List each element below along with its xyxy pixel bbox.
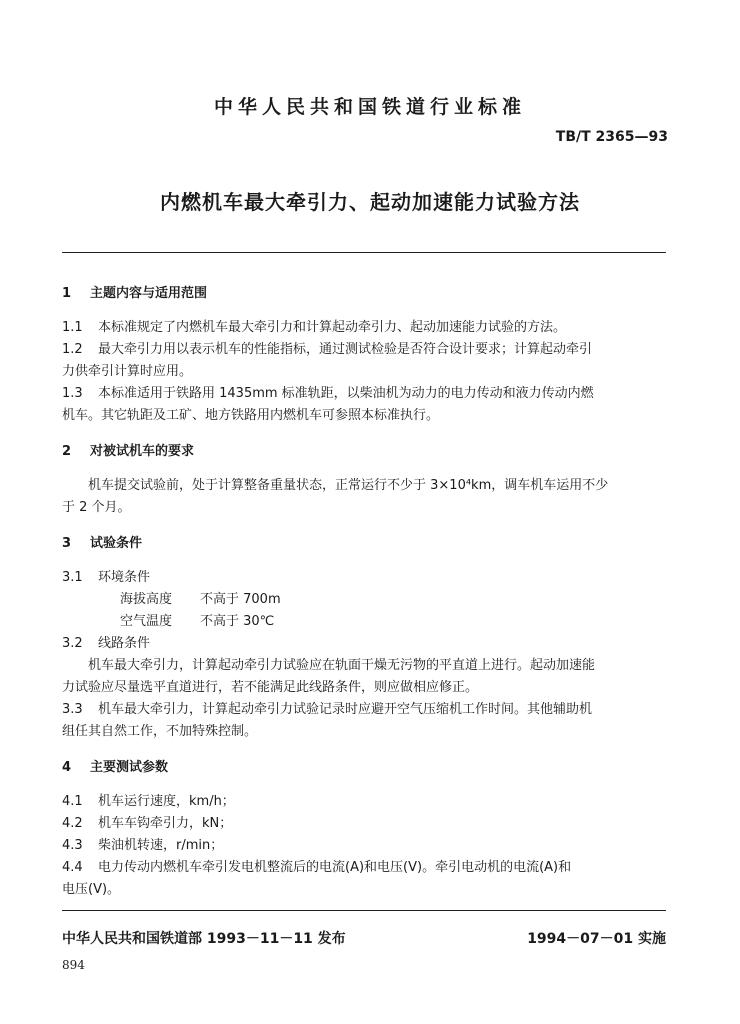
section-2-paragraph: 机车提交试验前，处于计算整备重量状态，正常运行不少于 3×10⁴km，调车机车运用不少 (88, 478, 609, 493)
clause-3-2: 3.2 线路条件 (62, 636, 151, 651)
clause-1-2: 1.2 最大牵引力用以表示机车的性能指标，通过测试检验是否符合设计要求；计算起动牵引 (62, 342, 593, 357)
clause-3-2-paragraph-cont: 力试验应尽量选平直道进行，若不能满足此线路条件，则应做相应修正。 (62, 680, 479, 695)
issue-date: 中华人民共和国铁道部 1993－11－11 发布 (62, 931, 346, 947)
header-divider (62, 252, 666, 253)
section-1-heading: 1 主题内容与适用范围 (62, 286, 208, 301)
document-title: 内燃机车最大牵引力、起动加速能力试验方法 (160, 190, 580, 214)
clause-3-2-paragraph: 机车最大牵引力，计算起动牵引力试验应在轨面干燥无污物的平直道上进行。起动加速能 (88, 658, 596, 673)
clause-3-3: 3.3 机车最大牵引力，计算起动牵引力试验记录时应避开空气压缩机工作时间。其他辅助机 (62, 702, 593, 717)
section-2-heading: 2 对被试机车的要求 (62, 444, 195, 459)
clause-4-2: 4.2 机车车钩牵引力，kN； (62, 816, 233, 831)
clause-4-4-cont: 电压(V)。 (62, 882, 121, 897)
footer-divider (62, 910, 666, 911)
page-number: 894 (62, 958, 85, 972)
clause-4-3: 4.3 柴油机转速，r/min； (62, 838, 224, 853)
clause-1-1: 1.1 本标准规定了内燃机车最大牵引力和计算起动牵引力、起动加速能力试验的方法。 (62, 320, 567, 335)
clause-1-2-cont: 力供牵引计算时应用。 (62, 364, 193, 379)
clause-3-3-cont: 组任其自然工作，不加特殊控制。 (62, 724, 258, 739)
clause-4-4: 4.4 电力传动内燃机车牵引发电机整流后的电流(A)和电压(V)。牵引电动机的电流(A)和 (62, 860, 572, 875)
section-2-paragraph-cont: 于 2 个月。 (62, 500, 131, 515)
effective-date: 1994－07－01 实施 (527, 931, 666, 947)
env-row-altitude: 海拔高度 不高于 700m (120, 592, 281, 607)
section-4-heading: 4 主要测试参数 (62, 760, 169, 775)
standard-category-header: 中华人民共和国铁道行业标准 (213, 96, 526, 118)
clause-3-1: 3.1 环境条件 (62, 570, 151, 585)
env-row-temperature: 空气温度 不高于 30℃ (120, 614, 275, 629)
clause-4-1: 4.1 机车运行速度，km/h； (62, 794, 235, 809)
standard-code: TB/T 2365—93 (555, 129, 668, 145)
section-3-heading: 3 试验条件 (62, 536, 143, 551)
clause-1-3: 1.3 本标准适用于铁路用 1435mm 标准轨距，以柴油机为动力的电力传动和液力传动内燃 (62, 386, 594, 401)
clause-1-3-cont: 机车。其它轨距及工矿、地方铁路用内燃机车可参照本标准执行。 (62, 408, 440, 423)
